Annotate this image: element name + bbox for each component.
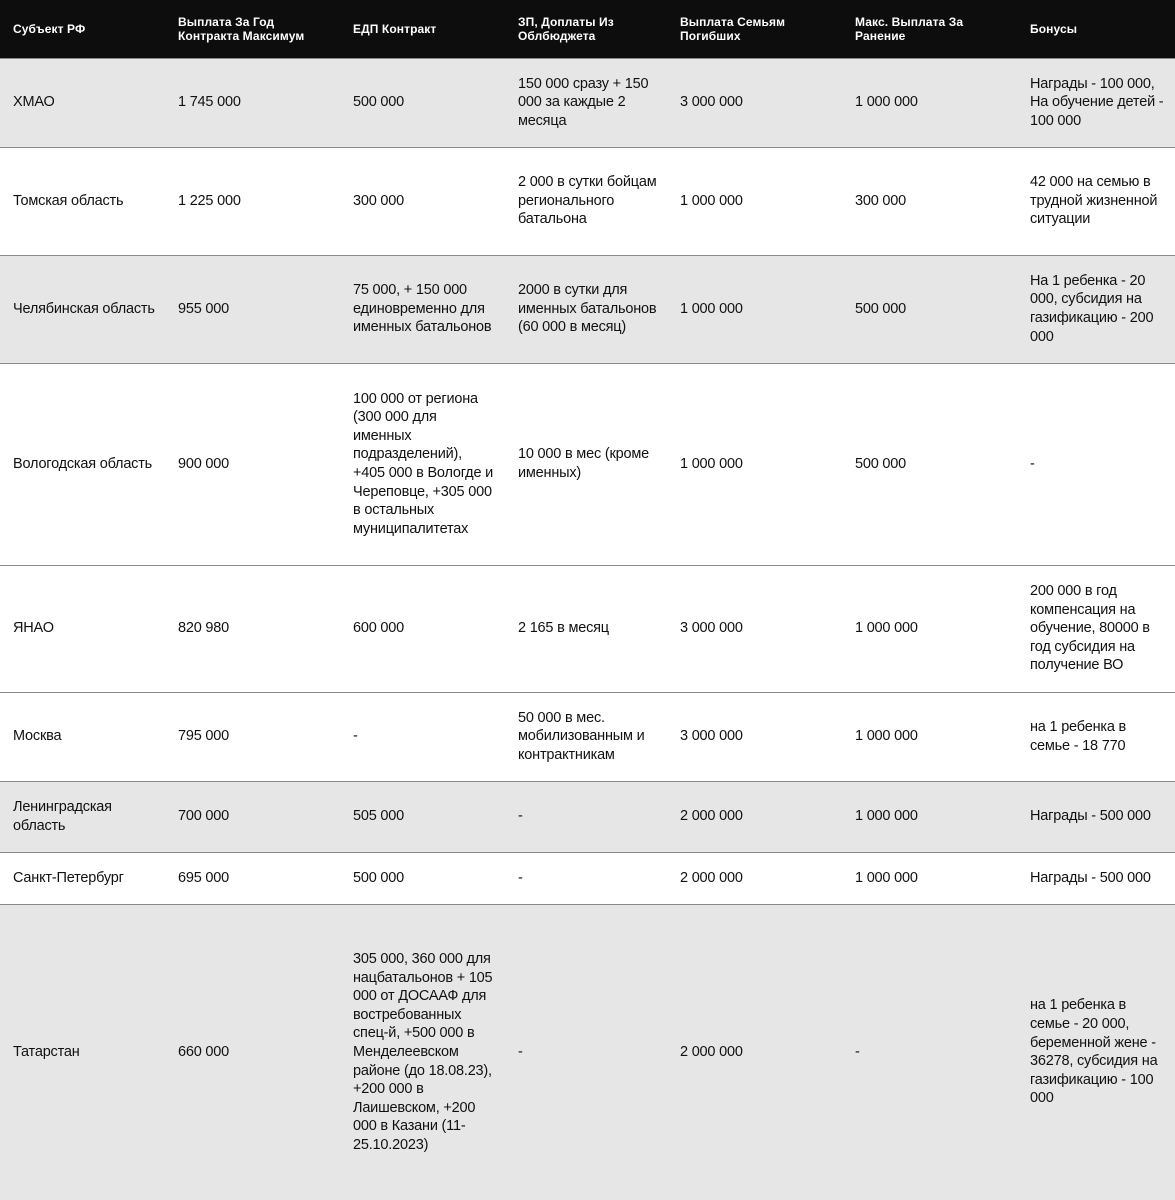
table-row	[0, 852, 1175, 904]
cell-injury-payment: 1 000 000	[842, 58, 1017, 147]
cell-max-yearly: 820 980	[165, 565, 340, 692]
cell-max-yearly: 795 000	[165, 692, 340, 781]
table-row	[0, 781, 1175, 852]
table-row	[0, 255, 1175, 363]
cell-salary: 50 000 в мес. мобилизованным и контрактникам	[505, 692, 667, 781]
table-row	[0, 147, 1175, 255]
cell-max-yearly: 1 745 000	[165, 58, 340, 147]
cell-edp: 75 000, + 150 000 единовременно для именных батальонов	[340, 255, 505, 363]
cell-salary: 2000 в сутки для именных батальонов (60 000 в месяц)	[505, 255, 667, 363]
header-row	[0, 0, 1175, 58]
cell-bonuses: 42 000 на семью в трудной жизненной ситуации	[1017, 147, 1175, 255]
header-max-yearly: Выплата За Год Контракта Максимум	[178, 14, 305, 43]
cell-edp: 100 000 от региона (300 000 для именных подразделений), +405 000 в Вологде и Череповце, +305 000 в остальных муниципалитетах	[340, 363, 505, 565]
table-row	[0, 58, 1175, 147]
header-edp: ЕДП Контракт	[353, 21, 437, 36]
cell-bonuses: на 1 ребенка в семье - 18 770	[1017, 692, 1175, 781]
cell-bonuses: Награды - 500 000	[1017, 781, 1175, 852]
cell-region: Москва	[0, 692, 165, 781]
cell-family-payment: 3 000 000	[667, 692, 842, 781]
cell-edp: 505 000	[340, 781, 505, 852]
cell-edp: 600 000	[340, 565, 505, 692]
cell-max-yearly: 660 000	[165, 904, 340, 1200]
cell-region: Татарстан	[0, 904, 165, 1200]
cell-region: Ленинградская область	[0, 781, 165, 852]
table-row	[0, 904, 1175, 1200]
cell-bonuses: -	[1017, 363, 1175, 565]
cell-family-payment: 1 000 000	[667, 255, 842, 363]
cell-bonuses: На 1 ребенка - 20 000, субсидия на газификацию - 200 000	[1017, 255, 1175, 363]
cell-bonuses: Награды - 500 000	[1017, 852, 1175, 904]
table-row	[0, 565, 1175, 692]
table-row	[0, 692, 1175, 781]
cell-max-yearly: 955 000	[165, 255, 340, 363]
cell-edp: 500 000	[340, 852, 505, 904]
cell-family-payment: 3 000 000	[667, 58, 842, 147]
cell-injury-payment: 300 000	[842, 147, 1017, 255]
cell-injury-payment: 1 000 000	[842, 852, 1017, 904]
table-header	[0, 0, 1175, 58]
header-region: Субъект РФ	[13, 21, 86, 36]
cell-bonuses: 200 000 в год компенсация на обучение, 80000 в год субсидия на получение ВО	[1017, 565, 1175, 692]
cell-bonuses: Награды - 100 000, На обучение детей - 100 000	[1017, 58, 1175, 147]
cell-family-payment: 2 000 000	[667, 781, 842, 852]
cell-edp: -	[340, 692, 505, 781]
cell-salary: -	[505, 852, 667, 904]
header-bonuses: Бонусы	[1030, 21, 1078, 36]
cell-region: Вологодская область	[0, 363, 165, 565]
cell-salary: -	[505, 781, 667, 852]
cell-injury-payment: 500 000	[842, 363, 1017, 565]
cell-max-yearly: 700 000	[165, 781, 340, 852]
cell-injury-payment: 1 000 000	[842, 565, 1017, 692]
cell-max-yearly: 900 000	[165, 363, 340, 565]
header-injury-payment: Макс. Выплата За Ранение	[855, 14, 964, 43]
cell-region: Санкт-Петербург	[0, 852, 165, 904]
cell-family-payment: 2 000 000	[667, 904, 842, 1200]
cell-edp: 305 000, 360 000 для нацбатальонов + 105 000 от ДОСААФ для востребованных спец-й, +500 000 в Менделеевском районе (до 18.08.23), +200 000 в Лаишевском, +200 000 в Казани (11-25.10.2023)	[340, 904, 505, 1200]
cell-edp: 300 000	[340, 147, 505, 255]
cell-salary: 10 000 в мес (кроме именных)	[505, 363, 667, 565]
table-row	[0, 363, 1175, 565]
cell-region: Томская область	[0, 147, 165, 255]
cell-injury-payment: 500 000	[842, 255, 1017, 363]
cell-region: Челябинская область	[0, 255, 165, 363]
cell-family-payment: 2 000 000	[667, 852, 842, 904]
cell-region: ХМАО	[0, 58, 165, 147]
header-family-payment: Выплата Семьям Погибших	[680, 14, 786, 43]
cell-family-payment: 1 000 000	[667, 147, 842, 255]
cell-injury-payment: 1 000 000	[842, 781, 1017, 852]
cell-edp: 500 000	[340, 58, 505, 147]
cell-family-payment: 3 000 000	[667, 565, 842, 692]
cell-salary: 2 000 в сутки бойцам регионального батальона	[505, 147, 667, 255]
cell-max-yearly: 1 225 000	[165, 147, 340, 255]
cell-injury-payment: -	[842, 904, 1017, 1200]
cell-family-payment: 1 000 000	[667, 363, 842, 565]
cell-salary: 2 165 в месяц	[505, 565, 667, 692]
cell-region: ЯНАО	[0, 565, 165, 692]
table-body	[0, 58, 1175, 1200]
cell-salary: 150 000 сразу + 150 000 за каждые 2 месяца	[505, 58, 667, 147]
cell-bonuses: на 1 ребенка в семье - 20 000, беременной жене - 36278, субсидия на газификацию - 100 000	[1017, 904, 1175, 1200]
cell-injury-payment: 1 000 000	[842, 692, 1017, 781]
cell-max-yearly: 695 000	[165, 852, 340, 904]
header-salary: ЗП, Доплаты Из Облбюджета	[518, 14, 614, 43]
cell-salary: -	[505, 904, 667, 1200]
